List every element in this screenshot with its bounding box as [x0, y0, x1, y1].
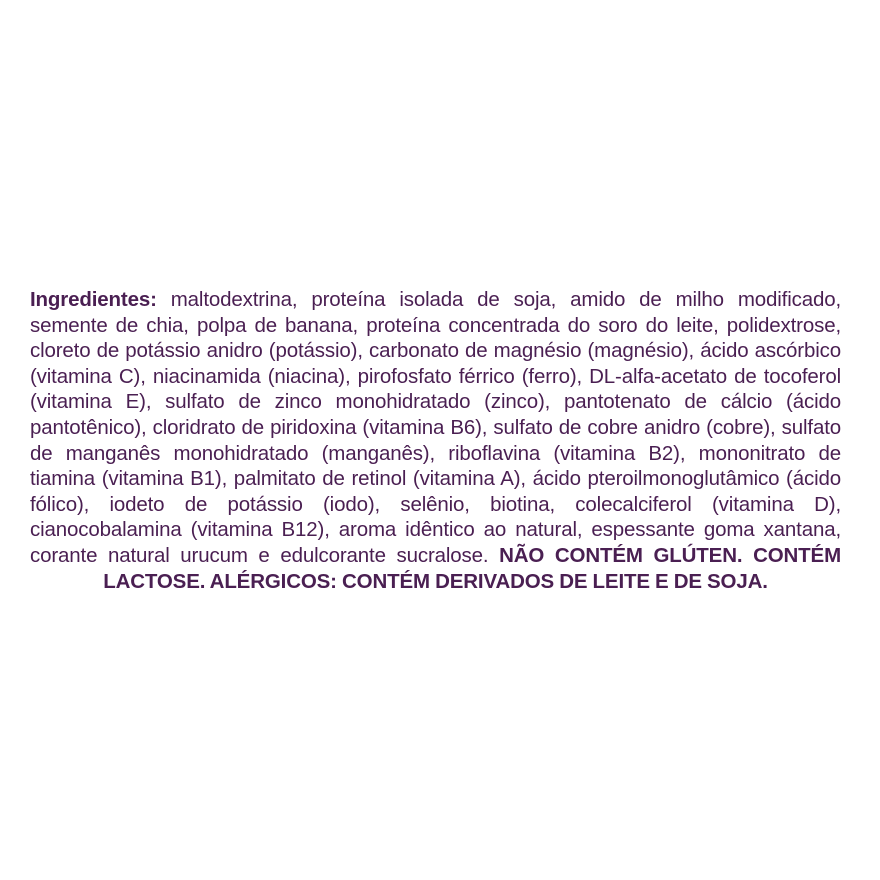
ingredients-panel [30, 287, 841, 594]
ingredients-list: maltodextrina, proteína isolada de soja, amido de milho modificado, semente de chia, polpa de banana, proteína concentrada do soro do leite, polidextrose, cloreto de potássio anidro (potássio), carbonato de magnésio (magnésio), ácido ascórbico (vitamina C), niacinamida (niacina), pirofosfato férrico (ferro), DL-alfa-acetato de tocoferol (vitamina E), sulfato de zinco monohidratado (zinco), pantotenato de cálcio (ácido pantotênico), cloridrato de piridoxina (vitamina B6), sulfato de cobre anidro (cobre), sulfato de manganês monohidratado (manganês), riboflavina (vitamina B2), mononitrato de tiamina (vitamina B1), palmitato de retinol (vitamina A), ácido pteroilmonoglutâmico (ácido fólico), iodeto de potássio (iodo), selênio, biotina, colecalciferol (vitamina D), cianocobalamina (vitamina B12), aroma idêntico ao natural, espessante goma xantana, corante natural urucum e edulcorante sucralose. [30, 288, 841, 567]
ingredients-paragraph [30, 287, 841, 594]
allergen-warning: NÃO CONTÉM GLÚTEN. CONTÉM LACTOSE. ALÉRGICOS: CONTÉM DERIVADOS DE LEITE E DE SOJA. [103, 543, 841, 593]
ingredients-heading: Ingredientes: [30, 288, 157, 311]
